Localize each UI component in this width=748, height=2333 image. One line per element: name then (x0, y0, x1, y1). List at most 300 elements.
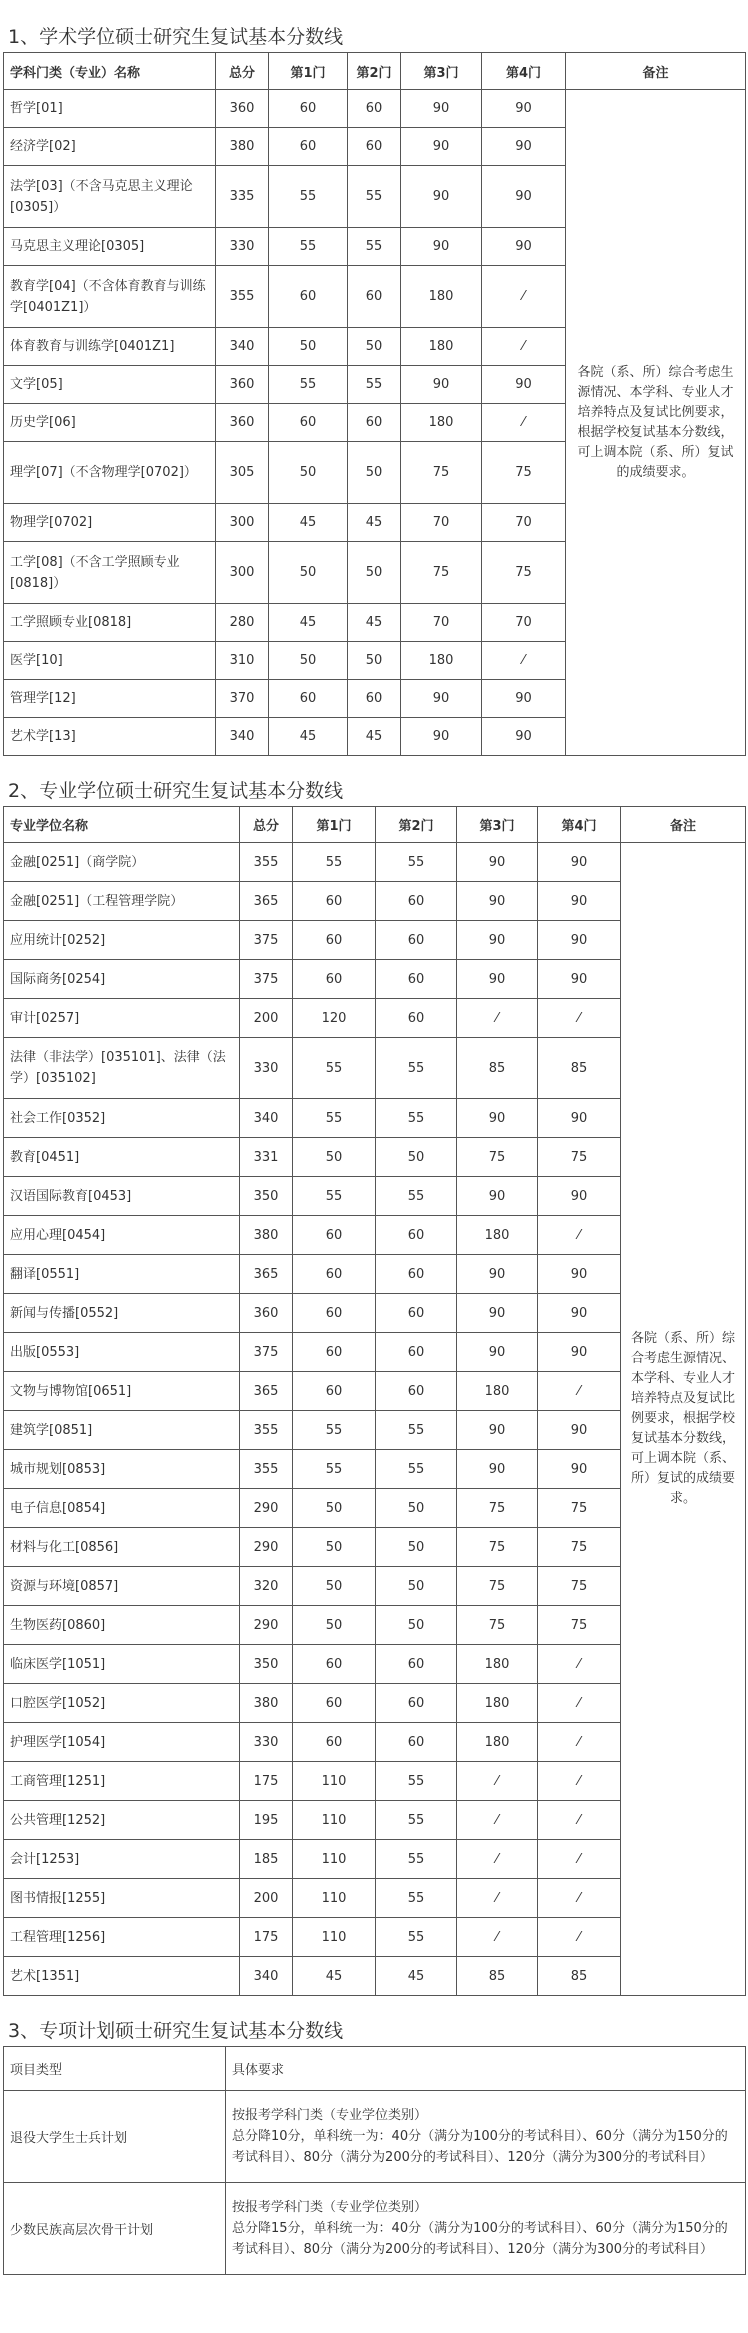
program-name-cell: 出版[0553] (4, 1333, 240, 1372)
program-name-cell: 工学照顾专业[0818] (4, 604, 216, 642)
total-score-cell: 310 (216, 642, 269, 680)
subject-3-score-cell: 90 (457, 1177, 538, 1216)
subject-1-score-cell: 60 (293, 1723, 376, 1762)
header-total: 总分 (240, 807, 293, 843)
table-row (4, 843, 746, 882)
subject-4-score-cell: 90 (538, 882, 621, 921)
total-score-cell: 200 (240, 999, 293, 1038)
header-subject-3: 第3门 (401, 53, 482, 90)
subject-2-score-cell: 45 (348, 604, 401, 642)
subject-1-score-cell: 60 (269, 266, 348, 328)
total-score-cell: 280 (216, 604, 269, 642)
subject-2-score-cell: 55 (376, 1918, 457, 1957)
subject-3-score-cell: 180 (401, 328, 482, 366)
subject-4-score-cell: 75 (482, 442, 566, 504)
subject-1-score-cell: 55 (269, 166, 348, 228)
subject-3-score-cell: 75 (401, 542, 482, 604)
subject-2-score-cell: 60 (348, 90, 401, 128)
subject-4-score-cell: 90 (482, 166, 566, 228)
subject-1-score-cell: 45 (269, 718, 348, 756)
total-score-cell: 175 (240, 1762, 293, 1801)
subject-3-score-cell: 90 (457, 882, 538, 921)
subject-4-score-cell: 85 (538, 1038, 621, 1099)
program-name-cell: 临床医学[1051] (4, 1645, 240, 1684)
total-score-cell: 360 (240, 1294, 293, 1333)
subject-4-score-cell: 90 (538, 921, 621, 960)
program-name-cell: 电子信息[0854] (4, 1489, 240, 1528)
subject-2-score-cell: 60 (376, 1294, 457, 1333)
subject-4-score-cell: 90 (482, 90, 566, 128)
subject-2-score-cell: 55 (376, 1177, 457, 1216)
subject-2-score-cell: 60 (376, 1684, 457, 1723)
subject-2-score-cell: 60 (376, 1333, 457, 1372)
special-plan-table (3, 2046, 746, 2275)
subject-2-score-cell: 60 (348, 404, 401, 442)
subject-4-score-cell: 75 (538, 1138, 621, 1177)
subject-1-score-cell: 50 (269, 542, 348, 604)
subject-3-score-cell: 180 (457, 1216, 538, 1255)
program-name-cell: 资源与环境[0857] (4, 1567, 240, 1606)
total-score-cell: 355 (216, 266, 269, 328)
subject-3-score-cell: 90 (401, 680, 482, 718)
subject-4-score-cell: 90 (482, 228, 566, 266)
total-score-cell: 340 (240, 1099, 293, 1138)
subject-4-score-cell: 90 (538, 1450, 621, 1489)
subject-1-score-cell: 50 (293, 1528, 376, 1567)
subject-1-score-cell: 60 (293, 1684, 376, 1723)
header-total: 总分 (216, 53, 269, 90)
total-score-cell: 175 (240, 1918, 293, 1957)
subject-1-score-cell: 55 (293, 843, 376, 882)
program-name-cell: 法学[03]（不含马克思主义理论[0305]） (4, 166, 216, 228)
project-type-cell: 退役大学生士兵计划 (4, 2091, 226, 2183)
subject-1-score-cell: 110 (293, 1918, 376, 1957)
subject-4-score-cell: ⁄ (538, 1645, 621, 1684)
subject-1-score-cell: 60 (293, 1216, 376, 1255)
program-name-cell: 教育学[04]（不含体育教育与训练学[0401Z1]） (4, 266, 216, 328)
subject-3-score-cell: 75 (457, 1567, 538, 1606)
subject-4-score-cell: ⁄ (538, 1918, 621, 1957)
total-score-cell: 375 (240, 960, 293, 999)
remarks-cell: 各院（系、所）综合考虑生源情况、本学科、专业人才培养特点及复试比例要求，根据学校复试基本分数线，可上调本院（系、所）复试的成绩要求。 (621, 843, 746, 1996)
subject-4-score-cell: 75 (538, 1567, 621, 1606)
program-name-cell: 口腔医学[1052] (4, 1684, 240, 1723)
subject-4-score-cell: 90 (482, 128, 566, 166)
total-score-cell: 380 (240, 1684, 293, 1723)
subject-1-score-cell: 60 (269, 90, 348, 128)
subject-1-score-cell: 45 (293, 1957, 376, 1996)
subject-3-score-cell: 90 (457, 1099, 538, 1138)
subject-1-score-cell: 55 (293, 1038, 376, 1099)
subject-2-score-cell: 55 (376, 1879, 457, 1918)
subject-2-score-cell: 50 (376, 1606, 457, 1645)
subject-2-score-cell: 55 (376, 1840, 457, 1879)
program-name-cell: 法律（非法学）[035101]、法律（法学）[035102] (4, 1038, 240, 1099)
total-score-cell: 380 (240, 1216, 293, 1255)
program-name-cell: 材料与化工[0856] (4, 1528, 240, 1567)
subject-2-score-cell: 60 (348, 680, 401, 718)
program-name-cell: 艺术[1351] (4, 1957, 240, 1996)
subject-3-score-cell: 180 (401, 642, 482, 680)
subject-3-score-cell: 90 (401, 228, 482, 266)
total-score-cell: 365 (240, 1372, 293, 1411)
program-name-cell: 金融[0251]（工程管理学院） (4, 882, 240, 921)
academic-section-title: 1、学术学位硕士研究生复试基本分数线 (8, 26, 344, 48)
subject-4-score-cell: 90 (538, 1294, 621, 1333)
total-score-cell: 320 (240, 1567, 293, 1606)
subject-4-score-cell: 70 (482, 604, 566, 642)
subject-2-score-cell: 55 (348, 366, 401, 404)
total-score-cell: 300 (216, 542, 269, 604)
total-score-cell: 340 (216, 328, 269, 366)
total-score-cell: 340 (216, 718, 269, 756)
subject-4-score-cell: 90 (538, 1333, 621, 1372)
subject-1-score-cell: 50 (293, 1138, 376, 1177)
subject-1-score-cell: 50 (269, 642, 348, 680)
subject-3-score-cell: 90 (401, 90, 482, 128)
subject-1-score-cell: 55 (293, 1450, 376, 1489)
subject-2-score-cell: 55 (376, 1038, 457, 1099)
subject-4-score-cell: ⁄ (538, 1762, 621, 1801)
subject-3-score-cell: 85 (457, 1957, 538, 1996)
subject-1-score-cell: 55 (293, 1177, 376, 1216)
program-name-cell: 建筑学[0851] (4, 1411, 240, 1450)
total-score-cell: 365 (240, 1255, 293, 1294)
total-score-cell: 300 (216, 504, 269, 542)
subject-4-score-cell: ⁄ (538, 1216, 621, 1255)
subject-4-score-cell: ⁄ (538, 1723, 621, 1762)
subject-1-score-cell: 50 (269, 328, 348, 366)
subject-1-score-cell: 60 (293, 1255, 376, 1294)
subject-1-score-cell: 55 (293, 1099, 376, 1138)
subject-1-score-cell: 60 (293, 882, 376, 921)
subject-3-score-cell: 70 (401, 604, 482, 642)
subject-1-score-cell: 60 (293, 921, 376, 960)
requirement-detail: 总分降15分，单科统一为：40分（满分为100分的考试科目）、60分（满分为150分的考试科目）、80分（满分为200分的考试科目）、120分（满分为300分的考试科目） (232, 2221, 728, 2257)
subject-2-score-cell: 60 (376, 960, 457, 999)
subject-4-score-cell: 75 (538, 1489, 621, 1528)
subject-2-score-cell: 60 (376, 921, 457, 960)
subject-1-score-cell: 110 (293, 1879, 376, 1918)
program-name-cell: 城市规划[0853] (4, 1450, 240, 1489)
program-name-cell: 护理医学[1054] (4, 1723, 240, 1762)
subject-4-score-cell: 90 (482, 718, 566, 756)
subject-1-score-cell: 50 (293, 1489, 376, 1528)
header-subject-2: 第2门 (376, 807, 457, 843)
subject-3-score-cell: 90 (401, 166, 482, 228)
requirements-cell (226, 2183, 746, 2275)
subject-3-score-cell: 180 (401, 266, 482, 328)
subject-1-score-cell: 110 (293, 1762, 376, 1801)
subject-2-score-cell: 60 (348, 266, 401, 328)
subject-2-score-cell: 60 (376, 1723, 457, 1762)
program-name-cell: 应用心理[0454] (4, 1216, 240, 1255)
subject-3-score-cell: ⁄ (457, 1918, 538, 1957)
subject-1-score-cell: 110 (293, 1840, 376, 1879)
subject-2-score-cell: 55 (376, 843, 457, 882)
subject-4-score-cell: 70 (482, 504, 566, 542)
subject-1-score-cell: 55 (293, 1411, 376, 1450)
total-score-cell: 365 (240, 882, 293, 921)
subject-4-score-cell: 75 (538, 1528, 621, 1567)
total-score-cell: 290 (240, 1606, 293, 1645)
subject-1-score-cell: 60 (293, 1372, 376, 1411)
subject-3-score-cell: ⁄ (457, 1879, 538, 1918)
subject-4-score-cell: 90 (538, 1411, 621, 1450)
subject-4-score-cell: 75 (482, 542, 566, 604)
subject-4-score-cell: ⁄ (538, 1372, 621, 1411)
program-name-cell: 生物医药[0860] (4, 1606, 240, 1645)
total-score-cell: 335 (216, 166, 269, 228)
program-name-cell: 艺术学[13] (4, 718, 216, 756)
header-project-type: 项目类型 (4, 2047, 226, 2091)
table-row (4, 2091, 746, 2183)
header-name: 专业学位名称 (4, 807, 240, 843)
program-name-cell: 会计[1253] (4, 1840, 240, 1879)
subject-3-score-cell: 180 (457, 1723, 538, 1762)
subject-1-score-cell: 60 (293, 1294, 376, 1333)
header-subject-2: 第2门 (348, 53, 401, 90)
header-name: 学科门类（专业）名称 (4, 53, 216, 90)
subject-1-score-cell: 60 (293, 1645, 376, 1684)
total-score-cell: 330 (216, 228, 269, 266)
subject-3-score-cell: 75 (401, 442, 482, 504)
program-name-cell: 应用统计[0252] (4, 921, 240, 960)
subject-4-score-cell: 75 (538, 1606, 621, 1645)
subject-2-score-cell: 45 (348, 718, 401, 756)
total-score-cell: 375 (240, 921, 293, 960)
header-subject-4: 第4门 (482, 53, 566, 90)
total-score-cell: 355 (240, 1411, 293, 1450)
total-score-cell: 375 (240, 1333, 293, 1372)
total-score-cell: 355 (240, 843, 293, 882)
total-score-cell: 185 (240, 1840, 293, 1879)
subject-1-score-cell: 50 (293, 1567, 376, 1606)
program-name-cell: 公共管理[1252] (4, 1801, 240, 1840)
subject-2-score-cell: 50 (376, 1138, 457, 1177)
subject-1-score-cell: 60 (293, 1333, 376, 1372)
subject-3-score-cell: 90 (457, 1333, 538, 1372)
subject-3-score-cell: 90 (457, 1450, 538, 1489)
subject-2-score-cell: 60 (376, 1645, 457, 1684)
subject-2-score-cell: 50 (376, 1489, 457, 1528)
subject-1-score-cell: 45 (269, 504, 348, 542)
requirement-scope: 按报考学科门类（专业学位类别） (232, 2108, 428, 2123)
project-type-cell: 少数民族高层次骨干计划 (4, 2183, 226, 2275)
subject-3-score-cell: 90 (457, 843, 538, 882)
subject-3-score-cell: 90 (457, 1294, 538, 1333)
subject-2-score-cell: 50 (376, 1528, 457, 1567)
subject-2-score-cell: 55 (376, 1450, 457, 1489)
subject-3-score-cell: 90 (457, 921, 538, 960)
subject-3-score-cell: 180 (457, 1372, 538, 1411)
professional-header-row (4, 807, 746, 843)
program-name-cell: 教育[0451] (4, 1138, 240, 1177)
subject-3-score-cell: ⁄ (457, 999, 538, 1038)
requirements-cell (226, 2091, 746, 2183)
program-name-cell: 审计[0257] (4, 999, 240, 1038)
special-section-title: 3、专项计划硕士研究生复试基本分数线 (8, 2020, 344, 2042)
subject-3-score-cell: 90 (457, 1255, 538, 1294)
subject-2-score-cell: 50 (348, 642, 401, 680)
subject-1-score-cell: 60 (293, 960, 376, 999)
program-name-cell: 理学[07]（不含物理学[0702]） (4, 442, 216, 504)
subject-3-score-cell: ⁄ (457, 1762, 538, 1801)
subject-1-score-cell: 120 (293, 999, 376, 1038)
subject-4-score-cell: ⁄ (538, 1684, 621, 1723)
subject-3-score-cell: 180 (401, 404, 482, 442)
requirement-scope: 按报考学科门类（专业学位类别） (232, 2200, 428, 2215)
header-subject-1: 第1门 (269, 53, 348, 90)
total-score-cell: 350 (240, 1177, 293, 1216)
requirement-detail: 总分降10分，单科统一为：40分（满分为100分的考试科目）、60分（满分为150分的考试科目）、80分（满分为200分的考试科目）、120分（满分为300分的考试科目） (232, 2129, 728, 2165)
total-score-cell: 350 (240, 1645, 293, 1684)
total-score-cell: 355 (240, 1450, 293, 1489)
subject-1-score-cell: 50 (269, 442, 348, 504)
subject-2-score-cell: 55 (376, 1801, 457, 1840)
total-score-cell: 331 (240, 1138, 293, 1177)
table-row (4, 2183, 746, 2275)
subject-2-score-cell: 45 (348, 504, 401, 542)
subject-2-score-cell: 50 (376, 1567, 457, 1606)
header-note: 备注 (621, 807, 746, 843)
total-score-cell: 290 (240, 1489, 293, 1528)
program-name-cell: 文学[05] (4, 366, 216, 404)
subject-2-score-cell: 60 (376, 1372, 457, 1411)
subject-4-score-cell: ⁄ (538, 1840, 621, 1879)
remarks-cell: 各院（系、所）综合考虑生源情况、本学科、专业人才培养特点及复试比例要求，根据学校复试基本分数线，可上调本院（系、所）复试的成绩要求。 (566, 90, 746, 756)
subject-3-score-cell: 90 (401, 366, 482, 404)
subject-2-score-cell: 55 (376, 1762, 457, 1801)
academic-score-table (3, 52, 746, 756)
program-name-cell: 工商管理[1251] (4, 1762, 240, 1801)
subject-4-score-cell: ⁄ (538, 1879, 621, 1918)
subject-4-score-cell: 90 (482, 680, 566, 718)
subject-3-score-cell: ⁄ (457, 1840, 538, 1879)
subject-4-score-cell: 90 (538, 1099, 621, 1138)
subject-1-score-cell: 55 (269, 366, 348, 404)
program-name-cell: 文物与博物馆[0651] (4, 1372, 240, 1411)
subject-2-score-cell: 50 (348, 328, 401, 366)
subject-1-score-cell: 110 (293, 1801, 376, 1840)
subject-4-score-cell: ⁄ (482, 642, 566, 680)
header-subject-1: 第1门 (293, 807, 376, 843)
program-name-cell: 物理学[0702] (4, 504, 216, 542)
program-name-cell: 管理学[12] (4, 680, 216, 718)
subject-2-score-cell: 55 (376, 1411, 457, 1450)
program-name-cell: 图书情报[1255] (4, 1879, 240, 1918)
total-score-cell: 340 (240, 1957, 293, 1996)
subject-3-score-cell: 75 (457, 1489, 538, 1528)
program-name-cell: 翻译[0551] (4, 1255, 240, 1294)
subject-2-score-cell: 45 (376, 1957, 457, 1996)
subject-1-score-cell: 45 (269, 604, 348, 642)
subject-2-score-cell: 60 (348, 128, 401, 166)
total-score-cell: 360 (216, 404, 269, 442)
header-requirements: 具体要求 (226, 2047, 746, 2091)
header-subject-4: 第4门 (538, 807, 621, 843)
header-note: 备注 (566, 53, 746, 90)
subject-4-score-cell: ⁄ (482, 266, 566, 328)
subject-4-score-cell: 90 (538, 960, 621, 999)
program-name-cell: 体育教育与训练学[0401Z1] (4, 328, 216, 366)
program-name-cell: 哲学[01] (4, 90, 216, 128)
subject-2-score-cell: 55 (376, 1099, 457, 1138)
academic-header-row (4, 53, 746, 90)
subject-3-score-cell: 180 (457, 1645, 538, 1684)
subject-1-score-cell: 60 (269, 680, 348, 718)
table-row (4, 90, 746, 128)
program-name-cell: 社会工作[0352] (4, 1099, 240, 1138)
subject-3-score-cell: 90 (401, 718, 482, 756)
subject-3-score-cell: 75 (457, 1138, 538, 1177)
program-name-cell: 国际商务[0254] (4, 960, 240, 999)
program-name-cell: 马克思主义理论[0305] (4, 228, 216, 266)
subject-4-score-cell: ⁄ (482, 328, 566, 366)
total-score-cell: 380 (216, 128, 269, 166)
subject-4-score-cell: 90 (482, 366, 566, 404)
subject-4-score-cell: 85 (538, 1957, 621, 1996)
subject-4-score-cell: ⁄ (482, 404, 566, 442)
subject-1-score-cell: 60 (269, 404, 348, 442)
special-header-row (4, 2047, 746, 2091)
subject-3-score-cell: 90 (457, 1411, 538, 1450)
subject-3-score-cell: 90 (457, 960, 538, 999)
total-score-cell: 360 (216, 366, 269, 404)
total-score-cell: 370 (216, 680, 269, 718)
program-name-cell: 医学[10] (4, 642, 216, 680)
program-name-cell: 工程管理[1256] (4, 1918, 240, 1957)
subject-1-score-cell: 60 (269, 128, 348, 166)
total-score-cell: 290 (240, 1528, 293, 1567)
subject-3-score-cell: 180 (457, 1684, 538, 1723)
subject-4-score-cell: 90 (538, 843, 621, 882)
total-score-cell: 330 (240, 1723, 293, 1762)
program-name-cell: 汉语国际教育[0453] (4, 1177, 240, 1216)
total-score-cell: 200 (240, 1879, 293, 1918)
subject-3-score-cell: 75 (457, 1606, 538, 1645)
total-score-cell: 360 (216, 90, 269, 128)
program-name-cell: 新闻与传播[0552] (4, 1294, 240, 1333)
total-score-cell: 305 (216, 442, 269, 504)
program-name-cell: 金融[0251]（商学院） (4, 843, 240, 882)
subject-3-score-cell: ⁄ (457, 1801, 538, 1840)
total-score-cell: 330 (240, 1038, 293, 1099)
subject-2-score-cell: 55 (348, 228, 401, 266)
subject-2-score-cell: 60 (376, 882, 457, 921)
subject-4-score-cell: 90 (538, 1177, 621, 1216)
subject-4-score-cell: ⁄ (538, 999, 621, 1038)
subject-1-score-cell: 55 (269, 228, 348, 266)
subject-3-score-cell: 85 (457, 1038, 538, 1099)
subject-3-score-cell: 90 (401, 128, 482, 166)
professional-score-table (3, 806, 746, 1996)
subject-4-score-cell: ⁄ (538, 1801, 621, 1840)
subject-2-score-cell: 55 (348, 166, 401, 228)
subject-2-score-cell: 60 (376, 1255, 457, 1294)
subject-3-score-cell: 75 (457, 1528, 538, 1567)
program-name-cell: 工学[08]（不含工学照顾专业[0818]） (4, 542, 216, 604)
subject-4-score-cell: 90 (538, 1255, 621, 1294)
subject-3-score-cell: 70 (401, 504, 482, 542)
program-name-cell: 历史学[06] (4, 404, 216, 442)
subject-2-score-cell: 60 (376, 1216, 457, 1255)
subject-2-score-cell: 50 (348, 442, 401, 504)
subject-1-score-cell: 50 (293, 1606, 376, 1645)
program-name-cell: 经济学[02] (4, 128, 216, 166)
subject-2-score-cell: 50 (348, 542, 401, 604)
header-subject-3: 第3门 (457, 807, 538, 843)
